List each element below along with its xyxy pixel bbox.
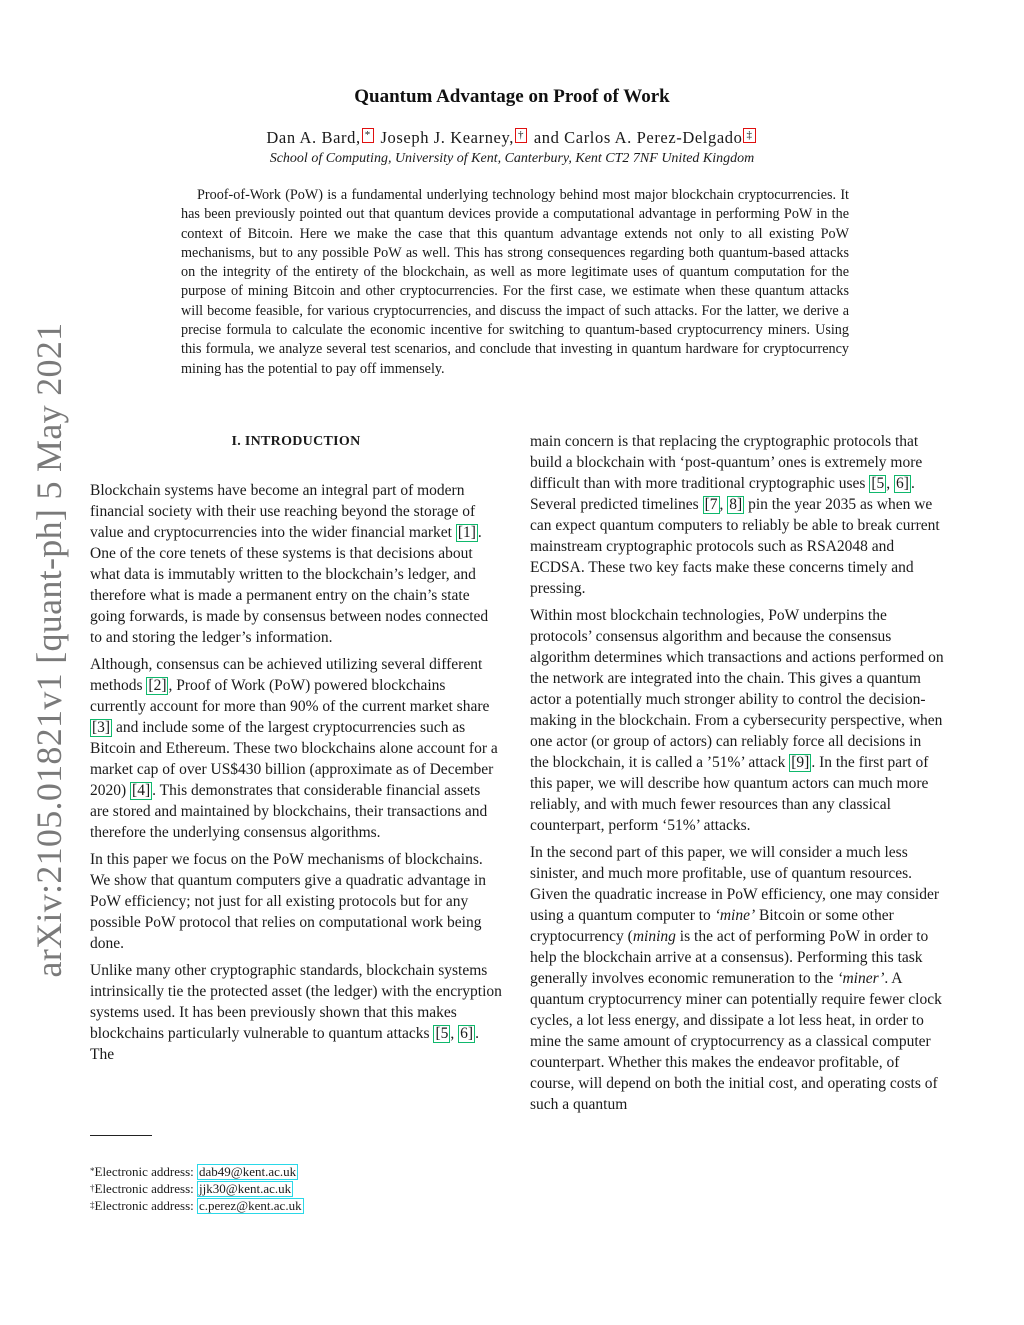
emphasis: ‘mine’ <box>714 907 756 924</box>
emphasis: mining <box>632 928 676 945</box>
citation-link[interactable]: [5 <box>435 1025 449 1042</box>
paper-title: Quantum Advantage on Proof of Work <box>354 86 670 107</box>
paragraph: In this paper we focus on the PoW mechanisms of blockchains. We show that quantum computers give a quadratic advantage in PoW efficiency; not just for all existing protocols but for any possible PoW protocol that relies on computational work being done. <box>90 851 487 952</box>
paragraph: Within most blockchain technologies, PoW underpins the protocols’ consensus algorithm and because the consensus algorithm determines which transactions and actions performed on the network are integrated into the chain. This gives a quantum actor a potentially much stronger ability to control the decision-making in the blockchain. From a cybersecurity perspective, when one actor (or group of actors) can reliably force all decisions in the blockchain, it is called a ’51%’ attack [9] . In the first part of this paper, we will describe how quantum actors can much more reliably, and with much fewer resources than any classical counterpart, perform ‘51%’ attacks. <box>530 607 944 834</box>
paragraph: Although, consensus can be achieved utilizing several different methods [2] , Proof of Work (PoW) powered blockchains currently account for more than 90% of the current market share [3] and include some of the largest cryptocurrencies such as Bitcoin and Ethereum. These two blockchains alone account for a market cap of over US$430 billion (approximate as of December 2020) [4] . This demonstrates that considerable financial assets are stored and maintained by blockchains, their transactions and therefore the underlying consensus algorithms. <box>90 656 498 841</box>
citation-link[interactable]: 6] <box>896 475 909 492</box>
citation-link[interactable]: 8] <box>729 496 743 513</box>
arxiv-identifier-text: arXiv:2105.01821v1 [quant-ph] 5 May 2021 <box>29 322 69 978</box>
section-heading: I. INTRODUCTION <box>231 434 361 449</box>
author-name: Joseph J. Kearney, <box>380 128 514 147</box>
author-footnote-link[interactable]: * <box>362 128 374 143</box>
paragraph: main concern is that replacing the cryptographic protocols that build a blockchain with ‘post-quantum’ ones is extremely more difficult than with more traditional cryptographic uses [5 , 6] . Several predicted timelines [7 , 8] pin the year 2035 as when we can expect quantum computers to reliably be able to break current mainstream cryptographic protocols such as RSA2048 and ECDSA. These two key facts make these concerns timely and pressing. <box>530 433 940 597</box>
footnote: †Electronic address: jjk30@kent.ac.uk <box>90 1181 292 1196</box>
citation-link[interactable]: [1] <box>457 524 476 541</box>
arxiv-identifier-stamp <box>26 322 72 978</box>
footnote: *Electronic address: dab49@kent.ac.uk <box>90 1164 297 1179</box>
emphasis: ‘miner’ <box>837 970 885 987</box>
citation-link[interactable]: [5 <box>871 475 885 492</box>
author-name: Dan A. Bard, <box>266 128 361 147</box>
footnote-divider <box>90 1135 152 1136</box>
citation-link[interactable]: [9] <box>791 754 810 771</box>
author-footnote-link[interactable]: † <box>515 128 527 143</box>
abstract <box>181 186 849 379</box>
right-column <box>530 431 944 1121</box>
citation-link[interactable]: [2] <box>148 677 167 694</box>
email-link[interactable]: c.perez@kent.ac.uk <box>199 1198 302 1213</box>
citation-link[interactable]: [7 <box>704 496 718 513</box>
footnote-symbol: † <box>90 1183 95 1193</box>
footnote-symbol: ‡ <box>90 1200 95 1210</box>
abstract-text: Proof-of-Work (PoW) is a fundamental underlying technology behind most major blockchain cryptocurrencies. It has been previously pointed out that quantum devices provide a computational advantage in performing PoW in the context of Bitcoin. Here we make the case that this quantum advantage extends not only to all existing PoW mechanisms, but to any possible PoW as well. This has strong consequences regarding both quantum-based attacks on the integrity of the entirety of the blockchain, as well as more legitimate uses of quantum computation for the purpose of mining Bitcoin and other cryptocurrencies. For the first case, we estimate when these quantum attacks will become feasible, for various cryptocurrencies, and discuss the impact of such attacks. For the latter, we derive a precise formula to calculate the economic incentive for switching to quantum-based cryptocurrency miners. Using this formula, we analyze several test scenarios, and conclude that investing in quantum hardware for cryptocurrency mining has the potential to pay off immensely. <box>181 187 849 377</box>
citation-link[interactable]: [3] <box>92 719 111 736</box>
footnote-symbol: * <box>90 1166 95 1176</box>
affiliation: School of Computing, University of Kent, Canterbury, Kent CT2 7NF United Kingdom <box>269 151 755 166</box>
paragraph: In the second part of this paper, we will consider a much less sinister, and much more profitable, use of quantum resources. Given the quadratic increase in PoW efficiency, one may consider using a quantum computer to ‘mine’ Bitcoin or some other cryptocurrency (mining is the act of performing PoW in order to help the blockchain arrive at a consensus). Performing this task generally involves economic remuneration to the ‘miner’. A quantum cryptocurrency miner can potentially require fewer clock cycles, a lot less energy, and dissipate a lot less heat, in order to mine the same amount of cryptocurrency as a classical computer counterpart. Whether this makes the endeavor profitable, of course, will depend on both the initial cost, and operating costs of such a quantum <box>530 844 942 1113</box>
paragraph: Blockchain systems have become an integral part of modern financial society with their use reaching beyond the storage of value and cryptocurrencies into the wider financial market [1] . One of the core tenets of these systems is that decisions about what data is immutably written to the blockchain’s ledger, and therefore what is made a permanent entry on the chain’s state going forwards, is made by consensus between nodes connected to and storing the ledger’s information. <box>90 482 489 646</box>
footnote: ‡Electronic address: c.perez@kent.ac.uk <box>90 1198 302 1213</box>
author-footnote-link[interactable]: ‡ <box>743 128 755 143</box>
email-link[interactable]: dab49@kent.ac.uk <box>199 1164 297 1179</box>
left-column <box>90 431 502 1071</box>
citation-link[interactable]: [4] <box>132 782 151 799</box>
paragraph: Unlike many other cryptographic standards, blockchain systems intrinsically tie the protected asset (the ledger) with the encryption systems used. It has been previously shown that this makes blockchains particularly vulnerable to quantum attacks [5 , 6] . The <box>90 962 502 1063</box>
citation-link[interactable]: 6] <box>460 1025 474 1042</box>
email-link[interactable]: jjk30@kent.ac.uk <box>199 1181 292 1196</box>
author-list <box>0 128 1024 148</box>
author-name: and Carlos A. Perez-Delgado <box>533 128 743 147</box>
footnotes <box>90 1163 304 1214</box>
